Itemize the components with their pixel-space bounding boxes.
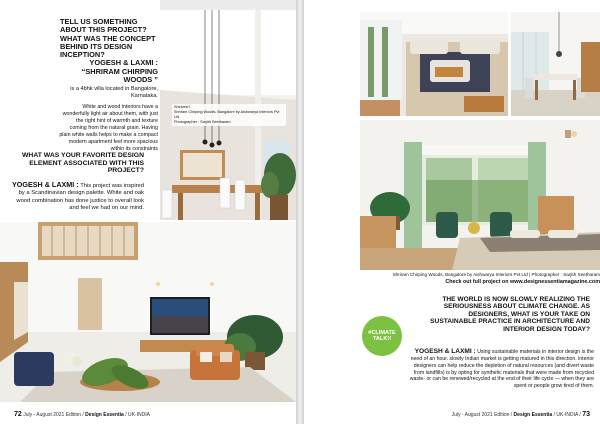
question-sustainability: THE WORLD IS NOW SLOWLY REALIZING THE SERIOUSNESS ABOUT CLIMATE CHANGE. AS DESIGNERS, WHAT IS YOUR TAKE ON SUSTAINABLE PRACTICE IN ARCHITECTURE AND INTERIOR DESIGN TODAY? <box>430 296 590 333</box>
bedroom-illustration <box>360 120 600 270</box>
footer-edition-right: July - August 2021 Edition / <box>451 412 513 418</box>
answer-favorite-names: YOGESH & LAXMI : <box>11 180 79 189</box>
page-number-left: 72 <box>14 411 22 418</box>
climate-talk-badge-text: #CLIMATE TALK!! <box>368 329 396 342</box>
answer-concept-project: “SHRIRAM CHIRPING WOODS ” <box>81 66 158 85</box>
footer-right <box>452 411 590 418</box>
caption-label: Shelves!! <box>174 105 190 109</box>
question-favorite: WHAT WAS YOUR FAVORITE DESIGN ELEMENT ASSOCIATED WITH THIS PROJECT? <box>22 152 144 175</box>
dining-right-illustration <box>511 12 600 116</box>
answer-favorite-text: This project was inspired by a Scandinavian design palette. White and oak wood combination has done justice to overall look and feel we had on our mind. <box>16 183 144 212</box>
answer-concept-text: is a 4bhk villa located in Bangalore, Karnataka. <box>70 85 158 99</box>
footer-region-right: / UK-INDIA / <box>553 412 581 418</box>
footer-region-left: / UK-INDIA <box>125 412 150 418</box>
answer-sustainability-names: YOGESH & LAXMI : <box>414 348 476 355</box>
right-page <box>304 0 600 424</box>
photo-bedroom <box>360 120 600 270</box>
left-page <box>0 0 296 424</box>
answer-concept <box>58 58 158 100</box>
answer-sustainability-text: Using sustainable materials in interior design is the need of an hour. slowly Indian market is getting matured in this direction. interior designers can help reduce the depletion of natural resources (and divert waste from landfills) is by opting for synthetic materials that were made from recycled waste- or can be renewed/recycled at the end of their life cycle — when they are spent or people grow tired of them. <box>409 349 594 390</box>
paragraph-interiors: White and wood interiors have a wonderfully light air about them, with just the right hint of warmth and texture coming from the natural grain. Having plain white walls helps to make a compact modern apartment feel more spacious within its constraints <box>59 104 158 152</box>
photo-aerial-living <box>360 12 508 116</box>
answer-sustainability <box>408 348 594 390</box>
photo-caption-left <box>172 104 286 126</box>
footer-edition-left: July - August 2021 Edition / <box>23 412 84 418</box>
footer-magazine-right: Design Essentia <box>513 412 553 418</box>
caption-project: Shriram Chirping Woods, Bangalore by Aishwarya Interiors Pvt Ltd <box>174 109 280 119</box>
climate-talk-badge <box>362 316 402 356</box>
footer-left <box>14 411 150 418</box>
question-concept: TELL US SOMETHING ABOUT THIS PROJECT? WHAT WAS THE CONCEPT BEHIND ITS DESIGN INCEPTION? <box>60 17 156 60</box>
photo-caption-right: Shriram Chirping Woods, Bangalore by Aishwarya Interiors Pvt Ltd | Photographer : Sarjith Seetharam <box>392 272 600 277</box>
footer-magazine-left: Design Essentia <box>85 412 124 418</box>
spread-gutter <box>296 0 304 424</box>
caption-photographer: Photographer : Sarjith Seetharam <box>174 119 231 124</box>
project-link[interactable]: Check out full project on www.designessentiamagazine.com <box>445 279 600 285</box>
living-room-illustration <box>0 222 296 402</box>
answer-concept-names: YOGESH & LAXMI : <box>89 58 158 67</box>
aerial-living-illustration <box>360 12 508 116</box>
page-number-right: 73 <box>582 411 590 418</box>
photo-dining-right <box>511 12 600 116</box>
photo-living-room <box>0 222 296 402</box>
answer-favorite <box>6 180 144 213</box>
